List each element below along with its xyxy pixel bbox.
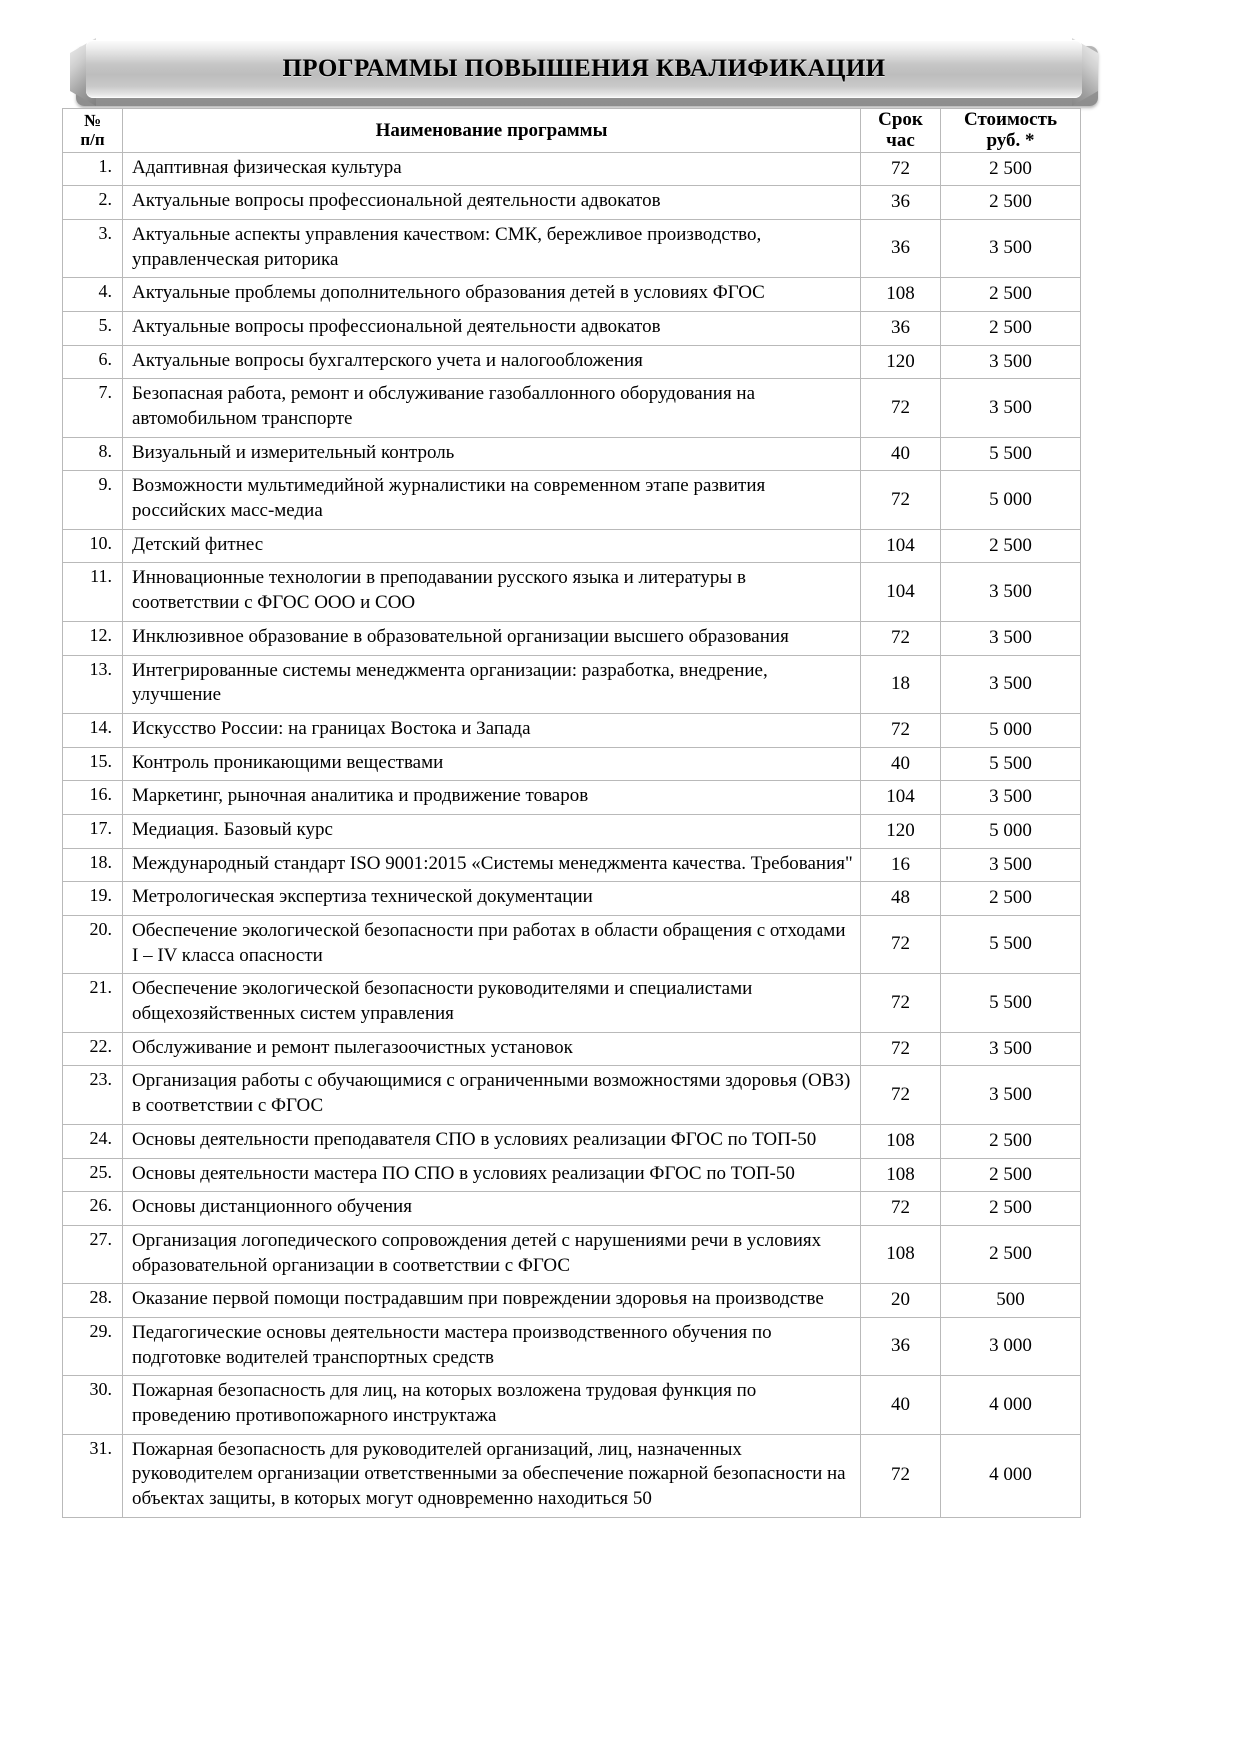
program-price: 2 500: [941, 529, 1081, 563]
column-header-hours-line1: Срок: [878, 109, 923, 130]
row-number: 23.: [63, 1066, 123, 1124]
program-price: 5 000: [941, 471, 1081, 529]
program-hours: 20: [861, 1284, 941, 1318]
row-number: 16.: [63, 781, 123, 815]
table-row: [63, 781, 1081, 815]
row-number: 24.: [63, 1124, 123, 1158]
program-price: 500: [941, 1284, 1081, 1318]
program-hours: 104: [861, 529, 941, 563]
row-number: 26.: [63, 1192, 123, 1226]
table-row: [63, 437, 1081, 471]
program-price: 3 500: [941, 345, 1081, 379]
program-price: 3 500: [941, 1032, 1081, 1066]
program-name: Искусство России: на границах Востока и Запада: [123, 713, 861, 747]
table-header: [63, 109, 1081, 153]
row-number: 19.: [63, 882, 123, 916]
table-row: [63, 219, 1081, 277]
table-header-row: [63, 109, 1081, 153]
program-name: Маркетинг, рыночная аналитика и продвижение товаров: [123, 781, 861, 815]
program-hours: 36: [861, 311, 941, 345]
program-name: Детский фитнес: [123, 529, 861, 563]
row-number: 4.: [63, 278, 123, 312]
program-name: Актуальные проблемы дополнительного образования детей в условиях ФГОС: [123, 278, 861, 312]
program-price: 3 500: [941, 379, 1081, 437]
program-price: 2 500: [941, 882, 1081, 916]
page-title: ПРОГРАММЫ ПОВЫШЕНИЯ КВАЛИФИКАЦИИ: [282, 55, 886, 82]
program-hours: 40: [861, 1376, 941, 1434]
table-row: [63, 1434, 1081, 1517]
row-number: 22.: [63, 1032, 123, 1066]
row-number: 13.: [63, 655, 123, 713]
program-name: Организация работы с обучающимися с ограниченными возможностями здоровья (ОВЗ) в соответствии с ФГОС: [123, 1066, 861, 1124]
table-row: [63, 1066, 1081, 1124]
program-price: 5 500: [941, 974, 1081, 1032]
program-price: 4 000: [941, 1376, 1081, 1434]
table-row: [63, 1376, 1081, 1434]
program-price: 2 500: [941, 152, 1081, 186]
program-hours: 40: [861, 747, 941, 781]
program-name: Педагогические основы деятельности мастера производственного обучения по подготовке водителей транспортных средств: [123, 1317, 861, 1375]
table-row: [63, 563, 1081, 621]
row-number: 3.: [63, 219, 123, 277]
program-name: Визуальный и измерительный контроль: [123, 437, 861, 471]
program-hours: 108: [861, 1158, 941, 1192]
program-hours: 72: [861, 1192, 941, 1226]
column-header-program-name: Наименование программы: [123, 109, 861, 153]
program-price: 2 500: [941, 1158, 1081, 1192]
row-number: 1.: [63, 152, 123, 186]
column-header-hours-line2: час: [886, 130, 915, 152]
program-price: 3 500: [941, 848, 1081, 882]
table-row: [63, 186, 1081, 220]
program-price: 3 500: [941, 219, 1081, 277]
row-number: 2.: [63, 186, 123, 220]
column-header-price-line1: Стоимость: [963, 109, 1057, 130]
table-row: [63, 529, 1081, 563]
program-name: Актуальные аспекты управления качеством: СМК, бережливое производство, управленческая риторика: [123, 219, 861, 277]
row-number: 18.: [63, 848, 123, 882]
program-name: Международный стандарт ISO 9001:2015 «Системы менеджмента качества. Требования": [123, 848, 861, 882]
program-name: Пожарная безопасность для лиц, на которых возложена трудовая функция по проведению противопожарного инструктажа: [123, 1376, 861, 1434]
program-name: Интегрированные системы менеджмента организации: разработка, внедрение, улучшение: [123, 655, 861, 713]
row-number: 31.: [63, 1434, 123, 1517]
table-row: [63, 655, 1081, 713]
program-price: 3 500: [941, 781, 1081, 815]
table-body: [63, 152, 1081, 1517]
program-name: Обеспечение экологической безопасности при работах в области обращения с отходами I – IV класса опасности: [123, 916, 861, 974]
program-hours: 104: [861, 781, 941, 815]
table-row: [63, 1124, 1081, 1158]
program-price: 2 500: [941, 186, 1081, 220]
column-header-number-line2: п/п: [80, 130, 105, 150]
program-name: Контроль проникающими веществами: [123, 747, 861, 781]
program-name: Пожарная безопасность для руководителей организаций, лиц, назначенных руководителем организации ответственными за обеспечение пожарной безопасности на объектах защиты, в которых могут одновременно находиться 50: [123, 1434, 861, 1517]
table-row: [63, 747, 1081, 781]
row-number: 17.: [63, 814, 123, 848]
program-hours: 108: [861, 1124, 941, 1158]
program-hours: 72: [861, 1032, 941, 1066]
row-number: 8.: [63, 437, 123, 471]
row-number: 21.: [63, 974, 123, 1032]
program-name: Возможности мультимедийной журналистики на современном этапе развития российских масс-медиа: [123, 471, 861, 529]
program-hours: 18: [861, 655, 941, 713]
program-price: 5 500: [941, 916, 1081, 974]
program-name: Обслуживание и ремонт пылегазоочистных установок: [123, 1032, 861, 1066]
program-price: 3 500: [941, 1066, 1081, 1124]
program-hours: 104: [861, 563, 941, 621]
program-name: Метрологическая экспертиза технической документации: [123, 882, 861, 916]
banner-face: [86, 40, 1082, 98]
column-header-price-line2: руб. *: [986, 130, 1035, 152]
program-hours: 48: [861, 882, 941, 916]
table-row: [63, 152, 1081, 186]
table-row: [63, 1192, 1081, 1226]
program-price: 3 000: [941, 1317, 1081, 1375]
program-hours: 120: [861, 345, 941, 379]
program-price: 5 500: [941, 747, 1081, 781]
program-name: Оказание первой помощи пострадавшим при повреждении здоровья на производстве: [123, 1284, 861, 1318]
table-row: [63, 1317, 1081, 1375]
program-name: Инновационные технологии в преподавании русского языка и литературы в соответствии с ФГОС ООО и СОО: [123, 563, 861, 621]
program-name: Основы дистанционного обучения: [123, 1192, 861, 1226]
program-price: 3 500: [941, 621, 1081, 655]
table-row: [63, 379, 1081, 437]
program-name: Инклюзивное образование в образовательной организации высшего образования: [123, 621, 861, 655]
program-name: Основы деятельности преподавателя СПО в условиях реализации ФГОС по ТОП-50: [123, 1124, 861, 1158]
column-header-number: [63, 109, 123, 153]
program-hours: 108: [861, 1225, 941, 1283]
row-number: 6.: [63, 345, 123, 379]
program-hours: 72: [861, 1066, 941, 1124]
column-header-number-line1: №: [83, 111, 102, 131]
row-number: 9.: [63, 471, 123, 529]
program-price: 2 500: [941, 311, 1081, 345]
table-row: [63, 848, 1081, 882]
program-name: Обеспечение экологической безопасности руководителями и специалистами общехозяйственных систем управления: [123, 974, 861, 1032]
program-name: Основы деятельности мастера ПО СПО в условиях реализации ФГОС по ТОП-50: [123, 1158, 861, 1192]
row-number: 25.: [63, 1158, 123, 1192]
table-row: [63, 345, 1081, 379]
row-number: 14.: [63, 713, 123, 747]
program-hours: 72: [861, 379, 941, 437]
program-hours: 16: [861, 848, 941, 882]
table-row: [63, 1158, 1081, 1192]
table-row: [63, 1225, 1081, 1283]
program-hours: 36: [861, 1317, 941, 1375]
program-hours: 120: [861, 814, 941, 848]
program-hours: 72: [861, 974, 941, 1032]
program-price: 4 000: [941, 1434, 1081, 1517]
row-number: 12.: [63, 621, 123, 655]
program-hours: 40: [861, 437, 941, 471]
table-row: [63, 713, 1081, 747]
program-name: Безопасная работа, ремонт и обслуживание газобаллонного оборудования на автомобильном транспорте: [123, 379, 861, 437]
table-row: [63, 1032, 1081, 1066]
table-row: [63, 278, 1081, 312]
table-row: [63, 1284, 1081, 1318]
program-price: 3 500: [941, 655, 1081, 713]
row-number: 30.: [63, 1376, 123, 1434]
row-number: 5.: [63, 311, 123, 345]
table-row: [63, 311, 1081, 345]
program-hours: 72: [861, 152, 941, 186]
program-price: 2 500: [941, 1124, 1081, 1158]
wordart-banner: [70, 38, 1098, 106]
program-price: 5 000: [941, 814, 1081, 848]
program-price: 2 500: [941, 278, 1081, 312]
program-hours: 36: [861, 219, 941, 277]
row-number: 7.: [63, 379, 123, 437]
program-hours: 72: [861, 916, 941, 974]
program-hours: 72: [861, 1434, 941, 1517]
row-number: 15.: [63, 747, 123, 781]
table-row: [63, 471, 1081, 529]
programs-table: [62, 108, 1081, 1518]
row-number: 28.: [63, 1284, 123, 1318]
table-row: [63, 621, 1081, 655]
table-row: [63, 974, 1081, 1032]
program-hours: 72: [861, 713, 941, 747]
row-number: 27.: [63, 1225, 123, 1283]
program-hours: 72: [861, 471, 941, 529]
program-price: 2 500: [941, 1225, 1081, 1283]
table-row: [63, 882, 1081, 916]
program-name: Медиация. Базовый курс: [123, 814, 861, 848]
program-price: 3 500: [941, 563, 1081, 621]
program-price: 2 500: [941, 1192, 1081, 1226]
row-number: 29.: [63, 1317, 123, 1375]
program-name: Актуальные вопросы бухгалтерского учета и налогообложения: [123, 345, 861, 379]
program-hours: 108: [861, 278, 941, 312]
column-header-price: [941, 109, 1081, 153]
row-number: 20.: [63, 916, 123, 974]
program-name: Актуальные вопросы профессиональной деятельности адвокатов: [123, 186, 861, 220]
program-hours: 36: [861, 186, 941, 220]
program-name: Адаптивная физическая культура: [123, 152, 861, 186]
program-hours: 72: [861, 621, 941, 655]
row-number: 11.: [63, 563, 123, 621]
program-price: 5 500: [941, 437, 1081, 471]
program-name: Организация логопедического сопровождения детей с нарушениями речи в условиях образовательной организации в соответствии с ФГОС: [123, 1225, 861, 1283]
table-row: [63, 814, 1081, 848]
table-row: [63, 916, 1081, 974]
program-price: 5 000: [941, 713, 1081, 747]
row-number: 10.: [63, 529, 123, 563]
program-name: Актуальные вопросы профессиональной деятельности адвокатов: [123, 311, 861, 345]
column-header-hours: [861, 109, 941, 153]
